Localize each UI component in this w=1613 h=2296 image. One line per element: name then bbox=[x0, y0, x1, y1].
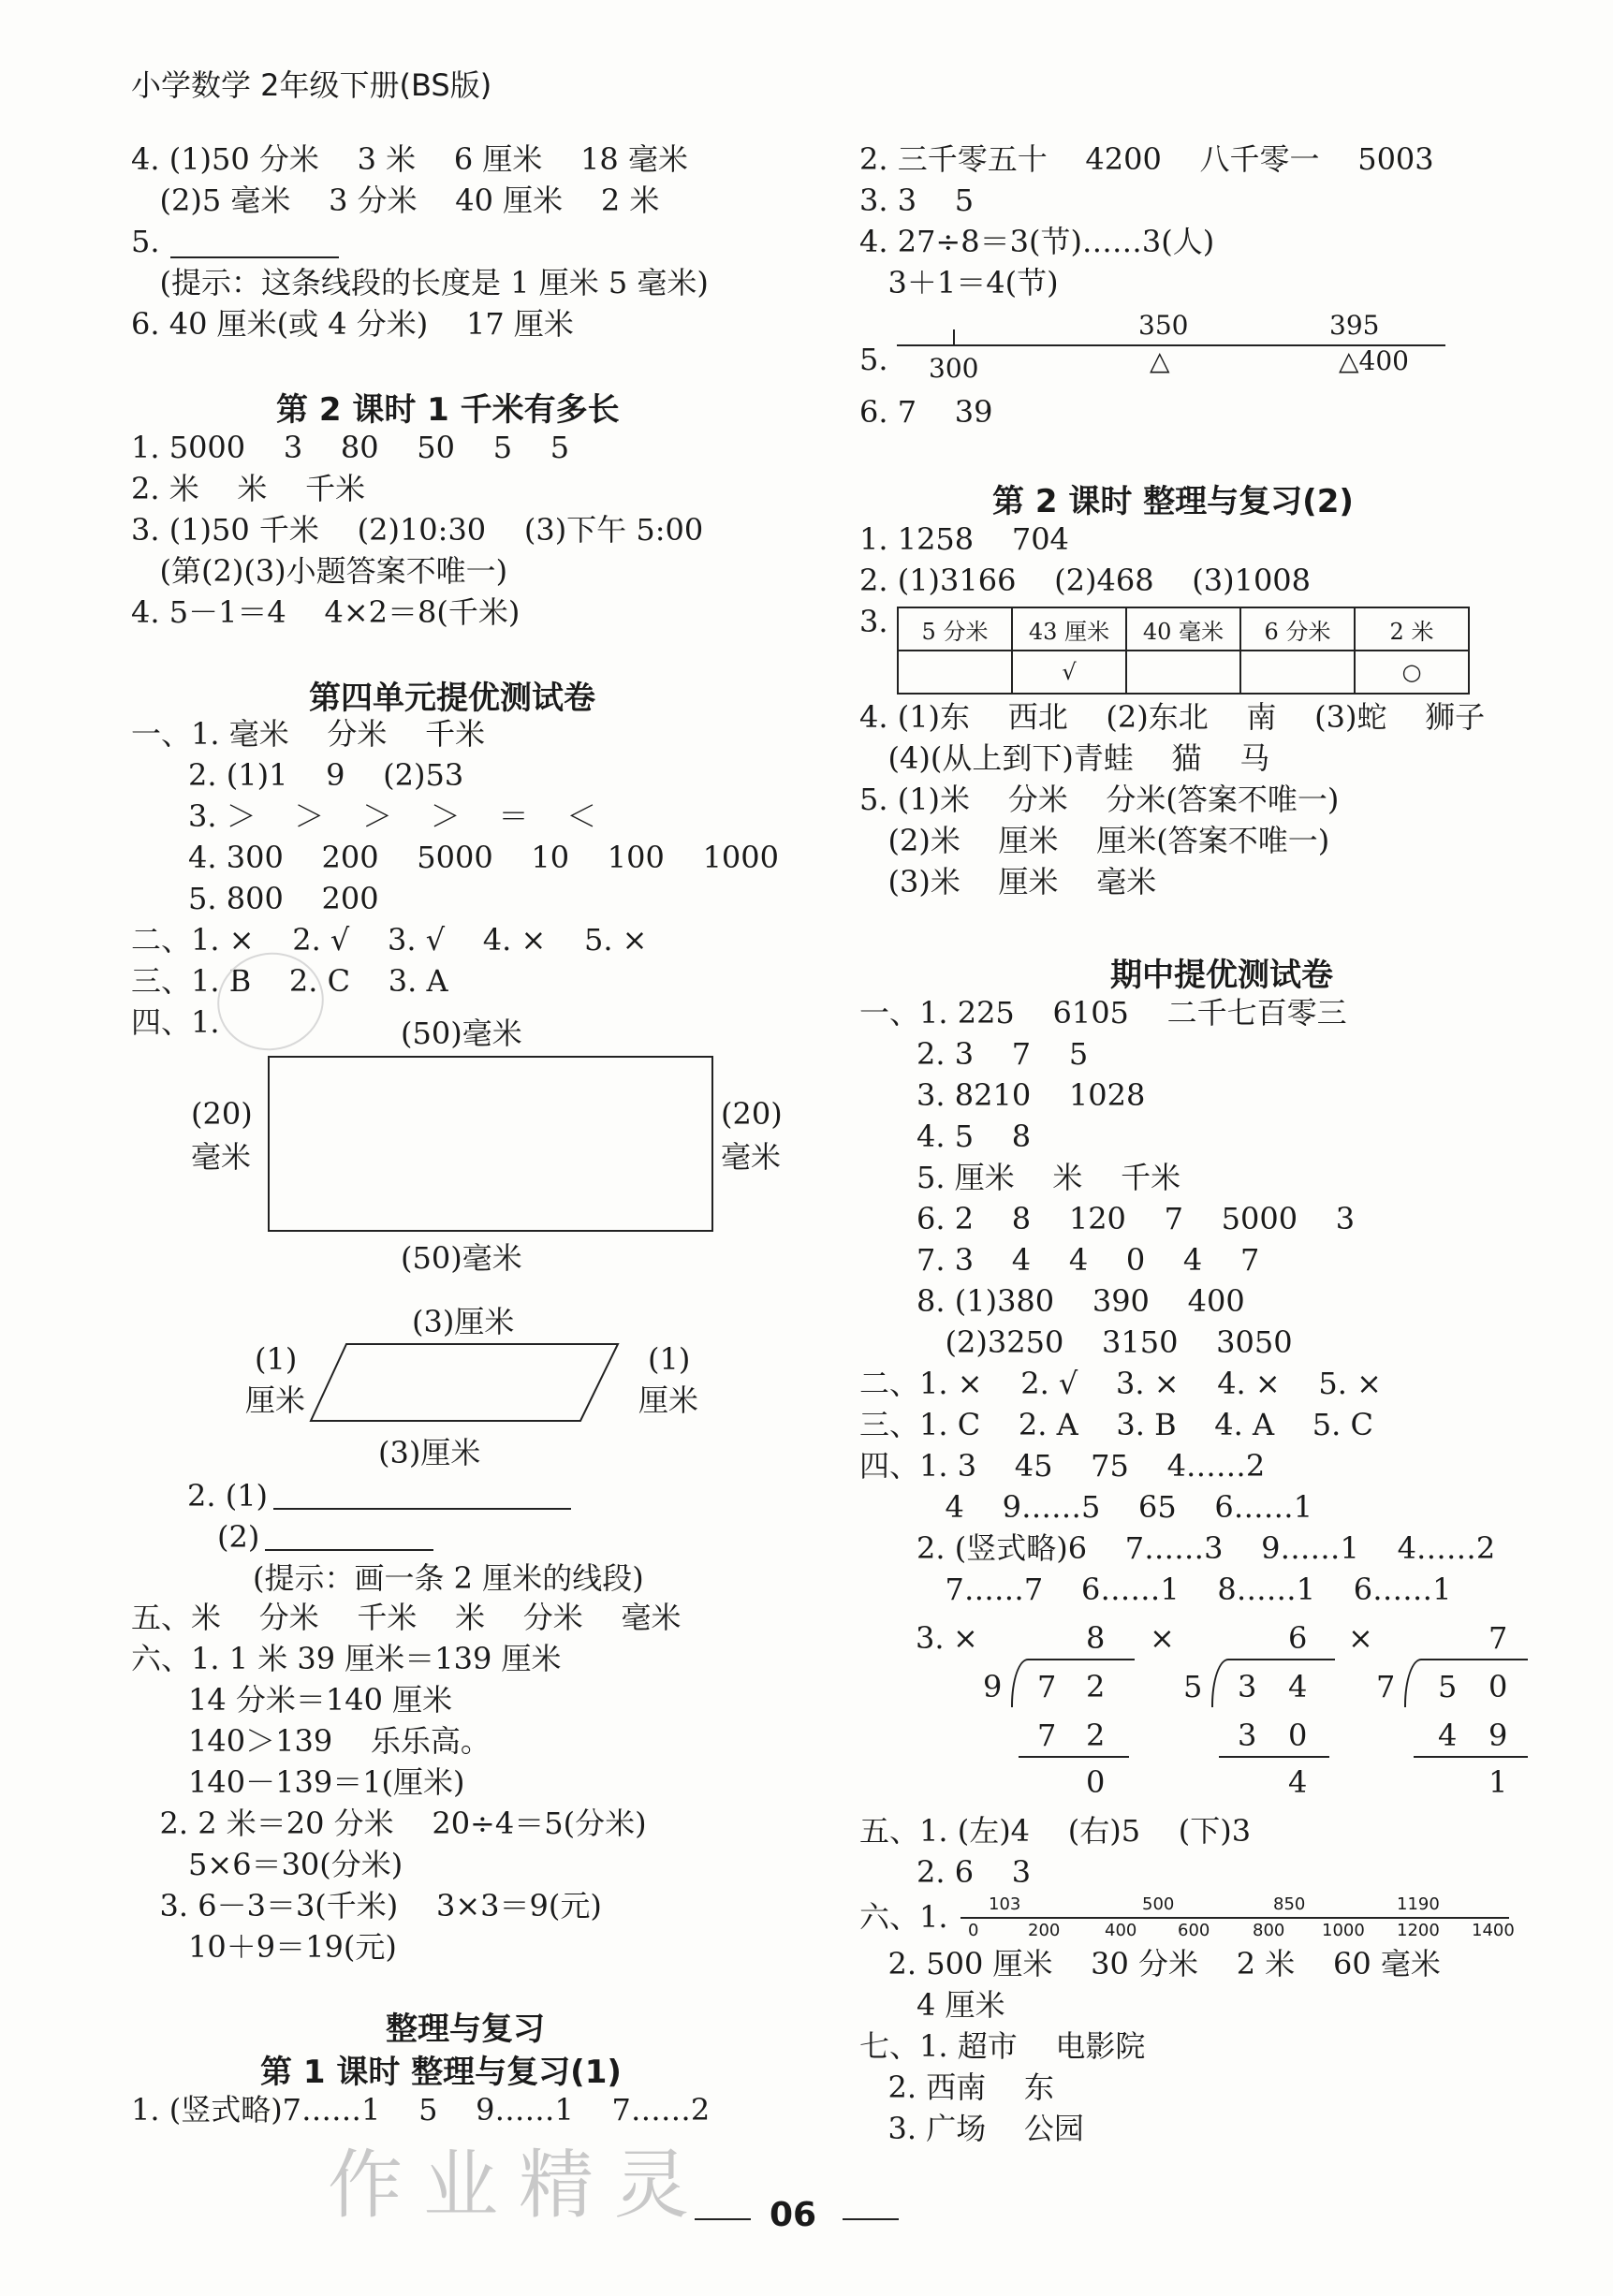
remainder: 0 bbox=[1086, 1764, 1106, 1800]
text-line: 3＋1＝4(节) bbox=[859, 265, 1059, 300]
text-line: 4 厘米 bbox=[859, 1987, 1005, 2023]
text-line: 二、1. × 2. √ 3. × 4. × 5. × bbox=[859, 1366, 1382, 1401]
tick-label: △400 bbox=[1339, 345, 1409, 376]
text-line: (3)米 厘米 毫米 bbox=[859, 864, 1157, 899]
division-3 bbox=[1348, 1617, 1535, 1800]
dividend-digit: 3 bbox=[1238, 1669, 1257, 1704]
text-line: 8. (1)380 390 400 bbox=[859, 1283, 1245, 1319]
dividend-digit: 5 bbox=[1438, 1669, 1458, 1704]
text-line: 7……7 6……1 8……1 6……1 bbox=[859, 1572, 1452, 1607]
right-block-3 bbox=[859, 696, 1485, 902]
text-line: 140＞139 乐乐高。 bbox=[131, 1723, 491, 1759]
text-line: 5. bbox=[131, 221, 709, 262]
numline-label: 5. bbox=[859, 342, 888, 377]
division-bracket bbox=[1404, 1659, 1528, 1707]
table-row bbox=[898, 651, 1469, 694]
divisor: 9 bbox=[983, 1669, 1003, 1704]
text-line: 7. 3 4 4 0 4 7 bbox=[859, 1242, 1260, 1278]
numline2-above: 1190 bbox=[1397, 1894, 1440, 1914]
footer-rule-right bbox=[843, 2218, 899, 2220]
division-label: 3. bbox=[916, 1620, 945, 1656]
right-block-6 bbox=[859, 1943, 1441, 2149]
section-title: 第四单元提优测试卷 bbox=[309, 680, 595, 717]
watermark: 作业精灵 bbox=[328, 2142, 710, 2229]
text-line: 3. 8210 1028 bbox=[859, 1077, 1146, 1113]
text-line: 3. 6－3＝3(千米) 3×3＝9(元) bbox=[131, 1888, 602, 1923]
para-right-label-b: 厘米 bbox=[638, 1382, 699, 1418]
product-digit: 0 bbox=[1288, 1718, 1308, 1753]
text-line: 1. 1258 704 bbox=[859, 521, 1069, 557]
text-line: 二、1. × 2. √ 3. √ 4. × 5. × bbox=[131, 922, 648, 958]
rect-right-label-b: 毫米 bbox=[721, 1139, 782, 1175]
division-rule bbox=[1219, 1756, 1329, 1758]
section-subtitle: 第 1 课时 整理与复习(1) bbox=[260, 2054, 622, 2091]
text-line: 2. (1)1 9 (2)53 bbox=[131, 757, 464, 793]
numline2-label: 六、1. bbox=[859, 1899, 948, 1935]
table-cell bbox=[1126, 651, 1240, 694]
rectangle-figure bbox=[268, 1056, 713, 1232]
text-line: 4. 300 200 5000 10 100 1000 bbox=[131, 840, 779, 875]
remainder: 1 bbox=[1488, 1764, 1508, 1800]
text-line: 5. 厘米 米 千米 bbox=[859, 1160, 1181, 1195]
text-line: 2. (竖式略)6 7……3 9……1 4……2 bbox=[859, 1530, 1496, 1566]
product-digit: 3 bbox=[1238, 1718, 1257, 1753]
text-line: (2)米 厘米 厘米(答案不唯一) bbox=[859, 823, 1330, 858]
numline2-below: 0 bbox=[968, 1921, 979, 1940]
parallelogram-figure bbox=[309, 1342, 627, 1423]
text-line: 3. (1)50 千米 (2)10:30 (3)下午 5:00 bbox=[131, 512, 704, 548]
para-right-label-a: (1) bbox=[648, 1341, 691, 1377]
text-line: 5×6＝30(分米) bbox=[131, 1847, 403, 1882]
text-line: 六、1. 1 米 39 厘米＝139 厘米 bbox=[131, 1641, 562, 1676]
numline2-below: 1400 bbox=[1472, 1921, 1515, 1940]
text-line: (第(2)(3)小题答案不唯一) bbox=[131, 553, 508, 589]
tick-label: 350 bbox=[1138, 310, 1189, 341]
divisor: 5 bbox=[1183, 1669, 1203, 1704]
table-cell: 2 米 bbox=[1355, 607, 1469, 651]
right-block-5 bbox=[859, 1810, 1251, 1893]
text-line: (2)3250 3150 3050 bbox=[859, 1324, 1293, 1360]
numline2-below: 600 bbox=[1178, 1921, 1210, 1940]
quotient: 7 bbox=[1488, 1620, 1508, 1656]
text-line: 3. ＞ ＞ ＞ ＞ ＝ ＜ bbox=[131, 798, 597, 834]
text-line: 6. 2 8 120 7 5000 3 bbox=[859, 1201, 1356, 1236]
text-line: 2. 3 7 5 bbox=[859, 1036, 1089, 1072]
product-digit: 2 bbox=[1086, 1718, 1106, 1753]
text-line: 三、1. C 2. A 3. B 4. A 5. C bbox=[859, 1407, 1373, 1442]
text-line: 5. (1)米 分米 分米(答案不唯一) bbox=[859, 782, 1340, 817]
text-line: 一、1. 毫米 分米 千米 bbox=[131, 716, 486, 752]
answer-segment bbox=[170, 256, 339, 258]
text-line: 4 9……5 65 6……1 bbox=[859, 1489, 1313, 1525]
tick-label: 395 bbox=[1329, 310, 1380, 341]
text-line: 2. (1)3166 (2)468 (3)1008 bbox=[859, 563, 1312, 598]
text-line: 4. 5 8 bbox=[859, 1119, 1032, 1154]
q2-line-1: 2. (1) bbox=[187, 1475, 571, 1516]
table-label: 3. bbox=[859, 604, 888, 639]
q2-hint: (提示：画一条 2 厘米的线段) bbox=[253, 1560, 644, 1596]
text-line: 6. 7 39 bbox=[859, 394, 993, 430]
rect-bottom-label: (50)毫米 bbox=[401, 1240, 522, 1276]
section-title: 整理与复习 bbox=[386, 2011, 545, 2048]
text-line: 3. 3 5 bbox=[859, 183, 975, 218]
table-cell: 5 分米 bbox=[898, 607, 1012, 651]
right-block-1 bbox=[859, 139, 1434, 303]
division-2 bbox=[1150, 1617, 1337, 1800]
tick bbox=[953, 329, 955, 344]
text-line: 1. 5000 3 80 50 5 5 bbox=[131, 430, 570, 465]
text-line: 1. (竖式略)7……1 5 9……1 7……2 bbox=[131, 2092, 711, 2128]
table-row bbox=[898, 607, 1469, 651]
section-title: 期中提优测试卷 bbox=[1110, 957, 1333, 994]
numline2-above: 500 bbox=[1142, 1894, 1175, 1914]
numline2-below: 400 bbox=[1105, 1921, 1137, 1940]
para-left-label-b: 厘米 bbox=[245, 1382, 306, 1418]
product-digit: 7 bbox=[1037, 1718, 1057, 1753]
table-cell: √ bbox=[1012, 651, 1126, 694]
table-cell: 43 厘米 bbox=[1012, 607, 1126, 651]
text-line: 2. 6 3 bbox=[859, 1854, 1032, 1890]
text-line: 2. 三千零五十 4200 八千零一 5003 bbox=[859, 141, 1434, 177]
dividend-digit: 2 bbox=[1086, 1669, 1106, 1704]
comparison-table bbox=[897, 607, 1470, 695]
division-rule bbox=[1414, 1756, 1528, 1758]
product-digit: 9 bbox=[1488, 1718, 1508, 1753]
text-line: (4)(从上到下)青蛙 猫 马 bbox=[859, 740, 1270, 776]
para-left-label-a: (1) bbox=[255, 1341, 298, 1377]
dividend-digit: 7 bbox=[1037, 1669, 1057, 1704]
text-line: 2. 米 米 千米 bbox=[131, 471, 366, 506]
text-line: 四、1. bbox=[131, 1004, 220, 1040]
right-block-4 bbox=[859, 992, 1495, 1610]
left-block-4 bbox=[131, 1597, 681, 1967]
table-cell: ○ bbox=[1355, 651, 1469, 694]
text-line: 一、1. 225 6105 二千七百零三 bbox=[859, 995, 1347, 1031]
left-block-1 bbox=[131, 139, 709, 344]
text-line: 10＋9＝19(元) bbox=[131, 1929, 397, 1965]
section-title: 第 2 课时 整理与复习(2) bbox=[992, 483, 1354, 520]
text-line: 4. (1)50 分米 3 米 6 厘米 18 毫米 bbox=[131, 141, 688, 177]
text-line: 2. 2 米＝20 分米 20÷4＝5(分米) bbox=[131, 1806, 647, 1841]
text-line: (2)5 毫米 3 分米 40 厘米 2 米 bbox=[131, 183, 660, 218]
quotient: 6 bbox=[1288, 1620, 1308, 1656]
rect-top-label: (50)毫米 bbox=[401, 1016, 522, 1051]
answer-segment bbox=[265, 1549, 433, 1551]
text-line: 4. 27÷8＝3(节)……3(人) bbox=[859, 224, 1215, 259]
division-bracket bbox=[1211, 1659, 1335, 1707]
rect-left-label-b: 毫米 bbox=[191, 1139, 252, 1175]
numline2-above: 103 bbox=[989, 1894, 1021, 1914]
table-cell bbox=[898, 651, 1012, 694]
rect-right-label-a: (20) bbox=[721, 1096, 783, 1132]
text-line: 2. 西南 东 bbox=[859, 2069, 1054, 2105]
numline2-below: 800 bbox=[1253, 1921, 1285, 1940]
text-line: 4. 5－1＝4 4×2＝8(千米) bbox=[131, 594, 521, 630]
left-block-2 bbox=[131, 427, 703, 633]
q2-line-2: (2) bbox=[217, 1516, 433, 1557]
dividend-digit: 4 bbox=[1288, 1669, 1308, 1704]
table-cell: 40 毫米 bbox=[1126, 607, 1240, 651]
remainder: 4 bbox=[1288, 1764, 1308, 1800]
table-cell: 6 分米 bbox=[1240, 607, 1355, 651]
tick-label: 300 bbox=[929, 353, 979, 384]
text-line: 2. 500 厘米 30 分米 2 米 60 毫米 bbox=[859, 1946, 1441, 1982]
para-top-label: (3)厘米 bbox=[412, 1304, 515, 1339]
text-line: 三、1. B 2. C 3. A bbox=[131, 963, 448, 999]
division-rule bbox=[1019, 1756, 1129, 1758]
divisor: 7 bbox=[1376, 1669, 1396, 1704]
page-number: 06 bbox=[770, 2196, 817, 2234]
product-digit: 4 bbox=[1438, 1718, 1458, 1753]
para-bottom-label: (3)厘米 bbox=[378, 1435, 481, 1470]
section-title: 第 2 课时 1 千米有多长 bbox=[276, 391, 620, 429]
text-line: (提示：这条线段的长度是 1 厘米 5 毫米) bbox=[131, 265, 709, 300]
quotient: 8 bbox=[1086, 1620, 1106, 1656]
text-line: 七、1. 超市 电影院 bbox=[859, 2028, 1146, 2064]
text-line: 4. (1)东 西北 (2)东北 南 (3)蛇 狮子 bbox=[859, 699, 1486, 735]
numline2-below: 200 bbox=[1028, 1921, 1061, 1940]
text-line: 6. 40 厘米(或 4 分米) 17 厘米 bbox=[131, 306, 574, 342]
answer-segment bbox=[273, 1508, 571, 1510]
book-header: 小学数学 2年级下册(BS版) bbox=[131, 67, 492, 103]
numline2-below: 1000 bbox=[1322, 1921, 1365, 1940]
rect-left-label-a: (20) bbox=[191, 1096, 253, 1132]
text-line: 3. 广场 公园 bbox=[859, 2111, 1084, 2146]
wrong-mark: × bbox=[1150, 1620, 1175, 1656]
right-block-2 bbox=[859, 519, 1311, 601]
text-line: 140－139＝1(厘米) bbox=[131, 1764, 465, 1800]
table-cell bbox=[1240, 651, 1355, 694]
number-line-2 bbox=[960, 1917, 1509, 1919]
footer-rule-left bbox=[695, 2218, 751, 2220]
triangle-marker: △ bbox=[1150, 345, 1170, 376]
text-line: 五、1. (左)4 (右)5 (下)3 bbox=[859, 1813, 1252, 1849]
numline2-below: 1200 bbox=[1397, 1921, 1440, 1940]
wrong-mark: × bbox=[953, 1620, 978, 1656]
text-line: 5. 800 200 bbox=[131, 881, 379, 916]
numline2-above: 850 bbox=[1273, 1894, 1306, 1914]
text-line: 四、1. 3 45 75 4……2 bbox=[859, 1448, 1266, 1484]
dividend-digit: 0 bbox=[1488, 1669, 1508, 1704]
text-line: 14 分米＝140 厘米 bbox=[131, 1682, 453, 1718]
text-line: 五、米 分米 千米 米 分米 毫米 bbox=[131, 1600, 682, 1635]
division-1 bbox=[953, 1617, 1131, 1800]
division-bracket bbox=[1011, 1659, 1135, 1707]
wrong-mark: × bbox=[1348, 1620, 1373, 1656]
